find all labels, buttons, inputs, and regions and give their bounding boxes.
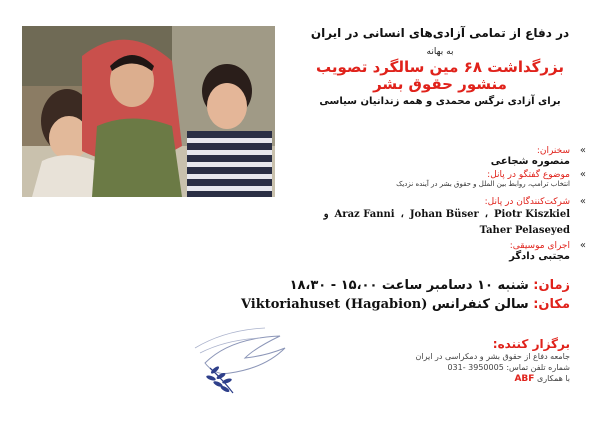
participant-name: Taher Pelaseyed (479, 225, 570, 236)
time-value: شنبه ۱۰ دسامبر ساعت ۱۵،۰۰ - ۱۸،۳۰ (289, 278, 529, 293)
name-separator: ، (484, 209, 488, 220)
dove-olive-branch-logo (185, 318, 295, 398)
topic-section (396, 169, 586, 188)
double-angle-bullet-icon: » (579, 145, 586, 156)
speaker-name: منصوره شجاعی (490, 156, 570, 167)
place-value-fa: سالن کنفرانس (431, 297, 529, 312)
speaker-section (490, 145, 586, 167)
event-time (290, 278, 570, 293)
participant-and: و (323, 209, 329, 220)
family-photo (22, 26, 275, 197)
topic-text: انتخاب ترامپ، روابط بین الملل و حقوق بشر در آینده نزدیک (396, 180, 570, 188)
place-label: مکان: (533, 297, 570, 312)
organizer-name: جامعه دفاع از حقوق بشر و دمکراسی در ایران (415, 352, 570, 361)
name-separator: ، (400, 209, 404, 220)
organizer-label: برگزار کننده: (492, 337, 570, 351)
event-title-line2: منشور حقوق بشر (373, 75, 507, 93)
participants-label: شرکت‌کنندگان در پانل: (484, 197, 570, 207)
place-value-en: Viktoriahuset (Hagabion) (240, 297, 428, 312)
participant-name: Piotr Kiszkiel (493, 209, 570, 220)
speaker-label: سخنران: (536, 146, 570, 156)
header-line2: به بهانه (426, 47, 454, 57)
music-performer: مجتبی دادگر (509, 251, 570, 262)
phone-number: 031- 3950005 (447, 363, 504, 372)
event-place (241, 297, 570, 312)
phone-label: شماره تلفن تماس: (506, 363, 570, 372)
event-header (290, 26, 590, 107)
music-section (509, 240, 586, 262)
time-label: زمان: (533, 278, 570, 293)
music-label: اجرای موسیقی: (509, 241, 570, 251)
double-angle-bullet-icon: » (579, 240, 586, 251)
partner-name: ABF (514, 374, 535, 384)
event-subtitle: برای آزادی نرگس محمدی و همه زندانیان سیاسی (319, 96, 561, 107)
organizer-section (416, 337, 570, 385)
participant-name: Johan Büser (409, 209, 479, 220)
organizer-phone-line (416, 362, 570, 373)
double-angle-bullet-icon: » (579, 169, 586, 180)
participants-section (323, 196, 586, 239)
participants-names (324, 207, 570, 239)
event-title-line1: بزرگداشت ۶۸ مین سالگرد تصویب (316, 58, 564, 76)
double-angle-bullet-icon: » (579, 196, 586, 207)
header-line1: در دفاع از تمامی آزادی‌های انسانی در ایران (310, 26, 570, 40)
partner-label: با همکاری (536, 374, 570, 383)
topic-label: موضوع گفتگو در پانل: (487, 170, 570, 180)
partner-line (416, 373, 570, 385)
participant-name: Araz Fanni (334, 209, 395, 220)
